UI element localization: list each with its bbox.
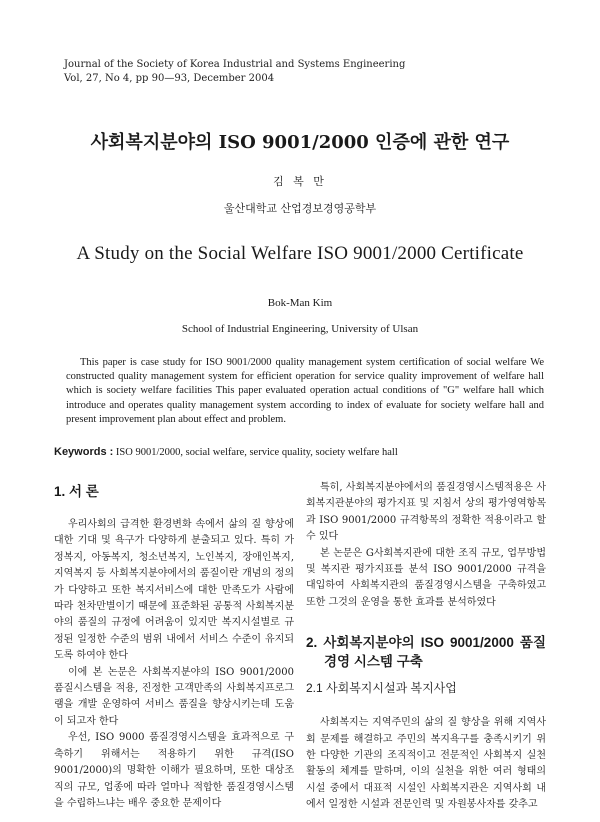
paragraph: 특히, 사회복지분야에서의 품질경영시스템적용은 사회복지관분야의 평가지표 및 지침서 상의 평가영역항목과 ISO 9001/2000 규격항목의 정확한 적용이라고 할 수 있다	[306, 482, 546, 543]
keywords-text: ISO 9001/2000, social welfare, service quality, society welfare hall	[113, 447, 398, 458]
paper-title-korean: 사회복지분야의 ISO 9001/2000 인증에 관한 연구	[90, 132, 510, 153]
paper-title-english: A Study on the Social Welfare ISO 9001/2000 Certificate	[76, 243, 524, 264]
keywords-label: Keywords :	[54, 446, 114, 458]
journal-volume: Vol, 27, No 4, pp 90—93, December 2004	[64, 73, 275, 84]
author-korean: 김 복 만	[273, 175, 327, 188]
keywords	[54, 446, 544, 458]
section-1-heading: 1. 서 론	[54, 484, 99, 499]
paragraph: 사회복지는 지역주민의 삶의 질 향상을 위해 지역사회 문제를 해결하고 주민의 복지욕구를 충족시키기 위한 다양한 기관의 조직적이고 전문적인 사회복지 실천활동의 체계를 말하며, 이의 실천을 위한 여러 형태의 시설 중에서 대표적 시설인 사회복지관은 지역사회 내에서 일정한 시설과 전문인력 및 자원봉사자를 갖추고	[306, 717, 546, 811]
left-column	[54, 480, 294, 812]
paragraph: 이에 본 논문은 사회복지분야의 ISO 9001/2000 품질시스템을 적용, 진정한 고객만족의 사회복지프로그램을 개발 운영하여 서비스 품질을 향상시키는데 도움이 되고자 한다	[54, 666, 294, 727]
journal-header	[64, 58, 405, 86]
right-column	[306, 480, 546, 814]
subsection-2-1-heading: 2.1 사회복지시설과 복지사업	[306, 681, 457, 696]
paragraph: 우리사회의 급격한 환경변화 속에서 삶의 질 향상에 대한 기대 및 욕구가 다양하게 분출되고 있다. 특히 가정복지, 아동복지, 청소년복지, 노인복지, 장애인복지, 지역복지 등 사회복지분야에서의 품질이란 개념의 정의가 다양하고 또한 복지서비스에 대한 만족도가 사람에 따라 천차만별이기 때문에 표준화된 공통적 사회복지분야의 품질의 규정에 어려움이 있지만 복지시설별로 규정된 일정한 수준의 범위 내에서 서비스 수준이 유지되도록 하여야 한다	[54, 519, 294, 662]
paragraph: 본 논문은 G사회복지관에 대한 조직 규모, 업무방법 및 복지관 평가지표를 분석 ISO 9001/2000 규격을 대입하여 사회복지관의 품질경영시스템을 구축하였고 또한 그것의 운영을 통한 효과를 분석하였다	[306, 547, 546, 608]
journal-name: Journal of the Society of Korea Industrial and Systems Engineering	[64, 59, 406, 70]
affiliation-korean: 울산대학교 산업경보경영공학부	[223, 202, 377, 215]
paragraph: 우선, ISO 9000 품질경영시스템을 효과적으로 구축하기 위해서는 적용하기 위한 규격(ISO 9001/2000)의 명확한 이해가 필요하며, 또한 대상조직의 규모, 업종에 따라 얼마나 적합한 품질경영시스템을 수립하느냐는 배우 중요한 문제이다	[54, 732, 294, 809]
section-2-heading: 2. 사회복지분야의 ISO 9001/2000 품질경영 시스템 구축	[306, 635, 546, 670]
author-english: Bok-Man Kim	[267, 297, 333, 309]
abstract: This paper is case study for ISO 9001/2000 quality management system certification of social welfare We constructed quality management system for efficient operation for service quality improvement of welfare hall which is society welfare facilities This paper evaluated operation actual conditions of "G" welfare hall which introduce and operates quality management system according to index of evaluate for society welfare hall and present improvement plan about effect and problem.	[66, 357, 544, 425]
affiliation-english: School of Industrial Engineering, University of Ulsan	[181, 323, 419, 335]
